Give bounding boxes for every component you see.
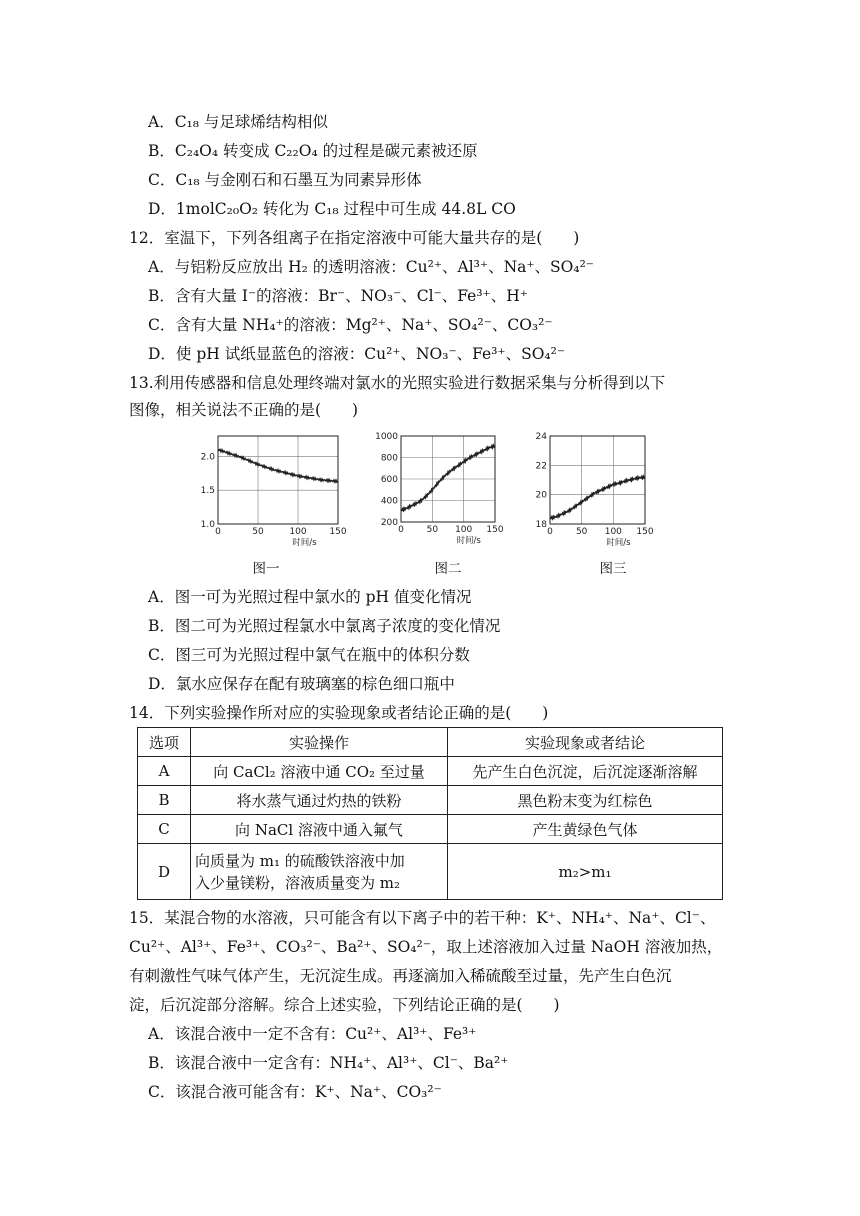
x-tick-label: 0 (215, 527, 221, 537)
x-tick-label: 100 (455, 525, 473, 535)
q11-option-c: C．C₁₈ 与金刚石和石墨互为同素异形体 (148, 171, 422, 189)
chart-caption: 图一 (252, 561, 280, 577)
table-header-row (138, 728, 723, 757)
q15-stem-line4: 淀，后沉淀部分溶解。综合上述实验，下列结论正确的是( ) (129, 996, 560, 1014)
q12-option-c: C．含有大量 NH₄⁺的溶液：Mg²⁺、Na⁺、SO₄²⁻、CO₃²⁻ (148, 316, 553, 334)
q11-option-a: A．C₁₈ 与足球烯结构相似 (148, 113, 328, 131)
y-tick-label: 600 (380, 475, 398, 485)
q15-stem-line3: 有刺激性气味气体产生，无沉淀生成。再逐滴加入稀硫酸至过量，先产生白色沉 (129, 967, 672, 985)
y-tick-label: 24 (535, 432, 547, 442)
table-header-cell: 选项 (138, 728, 191, 757)
table-header-cell: 实验操作 (191, 728, 448, 757)
table-cell-option: D (138, 844, 191, 900)
q15-option-c: C．该混合液可能含有：K⁺、Na⁺、CO₃²⁻ (148, 1083, 442, 1101)
table-cell-operation (191, 844, 448, 900)
q11-option-b: B．C₂₄O₄ 转变成 C₂₂O₄ 的过程是碳元素被还原 (148, 142, 478, 160)
q12-option-b: B．含有大量 I⁻的溶液：Br⁻、NO₃⁻、Cl⁻、Fe³⁺、H⁺ (148, 287, 528, 305)
q13-option-c: C．图三可为光照过程中氯气在瓶中的体积分数 (148, 646, 470, 664)
table-header-cell: 实验现象或者结论 (448, 728, 723, 757)
x-tick-label: 50 (426, 525, 439, 535)
y-tick-label: 1000 (375, 432, 398, 442)
y-tick-label: 20 (535, 490, 547, 501)
q15-option-b: B．该混合液中一定含有：NH₄⁺、Al³⁺、Cl⁻、Ba²⁺ (148, 1054, 509, 1072)
x-axis-label: 时间/s (606, 538, 631, 548)
q15-stem-line1: 15．某混合物的水溶液，只可能含有以下离子中的若干种：K⁺、NH₄⁺、Na⁺、Cl⁻、 (129, 909, 716, 927)
q13-stem-line2: 图像，相关说法不正确的是( ) (129, 401, 359, 419)
chart-caption: 图二 (434, 561, 462, 577)
operation-line-1: 向质量为 m₁ 的硫酸铁溶液中加 (195, 851, 405, 870)
q11-option-d: D．1molC₂₀O₂ 转化为 C₁₈ 过程中可生成 44.8L CO (148, 200, 516, 218)
q13-charts (0, 428, 860, 588)
x-tick-label: 150 (636, 527, 654, 537)
y-tick-label: 800 (380, 453, 398, 464)
x-tick-label: 0 (547, 527, 553, 537)
q13-option-a: A．图一可为光照过程中氯水的 pH 值变化情况 (148, 588, 472, 606)
q12-option-d: D．使 pH 试纸显蓝色的溶液：Cu²⁺、NO₃⁻、Fe³⁺、SO₄²⁻ (148, 345, 566, 363)
q15-option-a: A．该混合液中一定不含有：Cu²⁺、Al³⁺、Fe³⁺ (148, 1025, 477, 1043)
y-tick-label: 22 (535, 461, 547, 472)
q14-table (137, 727, 723, 900)
chart-caption: 图三 (599, 561, 627, 577)
table-cell-option: A (138, 757, 191, 786)
q12-option-a: A．与铝粉反应放出 H₂ 的透明溶液：Cu²⁺、Al³⁺、Na⁺、SO₄²⁻ (148, 258, 594, 276)
y-tick-label: 18 (535, 520, 547, 530)
x-tick-label: 150 (486, 525, 504, 535)
table-cell-result: m₂>m₁ (448, 844, 723, 900)
q15-stem-line2: Cu²⁺、Al³⁺、Fe³⁺、CO₃²⁻、Ba²⁺、SO₄²⁻，取上述溶液加入过量 NaOH 溶液加热， (129, 938, 723, 956)
series-line (550, 476, 645, 519)
y-tick-label: 2.0 (200, 452, 215, 463)
table-cell-operation: 向 CaCl₂ 溶液中通 CO₂ 至过量 (191, 757, 448, 786)
x-tick-label: 100 (604, 527, 622, 537)
y-tick-label: 1.5 (200, 486, 215, 497)
y-tick-label: 400 (380, 496, 398, 507)
chart-1 (201, 436, 347, 577)
x-tick-label: 50 (575, 527, 588, 537)
q13-stem-line1: 13.利用传感器和信息处理终端对氯水的光照实验进行数据采集与分析得到以下 (129, 374, 666, 392)
q12-stem: 12．室温下，下列各组离子在指定溶液中可能大量共存的是( ) (129, 229, 580, 247)
x-tick-label: 0 (398, 525, 404, 535)
operation-line-2: 入少量镁粉，溶液质量变为 m₂ (195, 873, 401, 892)
table-row (138, 786, 723, 815)
table-cell-operation: 将水蒸气通过灼热的铁粉 (191, 786, 448, 815)
chart-2 (375, 432, 504, 577)
q13-option-d: D．氯水应保存在配有玻璃塞的棕色细口瓶中 (148, 675, 455, 693)
x-axis-label: 时间/s (292, 538, 317, 548)
table-cell-result: 先产生白色沉淀，后沉淀逐渐溶解 (448, 757, 723, 786)
table-row (138, 815, 723, 844)
chart-3 (536, 432, 654, 577)
table-cell-operation: 向 NaCl 溶液中通入氟气 (191, 815, 448, 844)
x-tick-label: 50 (252, 527, 264, 537)
x-tick-label: 150 (329, 527, 347, 537)
y-tick-label: 1.0 (200, 520, 215, 530)
table-cell-result: 黑色粉末变为红棕色 (448, 786, 723, 815)
x-axis-label: 时间/s (456, 536, 481, 546)
table-cell-option: B (138, 786, 191, 815)
table-cell-result: 产生黄绿色气体 (448, 815, 723, 844)
table-row (138, 844, 723, 900)
series-line (218, 449, 338, 482)
table-cell-option: C (138, 815, 191, 844)
q13-option-b: B．图二可为光照过程氯水中氯离子浓度的变化情况 (148, 617, 501, 635)
q14-stem: 14．下列实验操作所对应的实验现象或者结论正确的是( ) (129, 704, 549, 722)
table-row (138, 757, 723, 786)
y-tick-label: 200 (380, 518, 398, 528)
x-tick-label: 100 (289, 527, 307, 537)
